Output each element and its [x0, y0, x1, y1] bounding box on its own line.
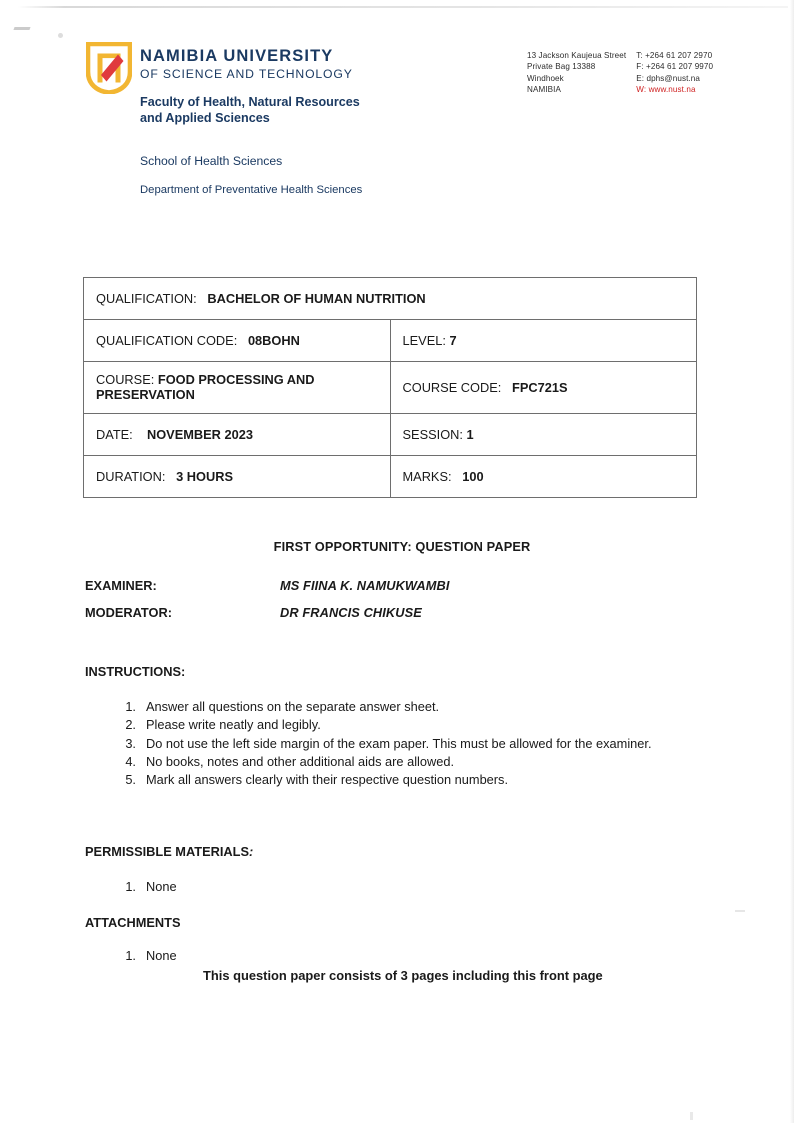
marks-value: 100 [462, 468, 484, 484]
fax-row [636, 61, 713, 72]
website-value[interactable]: www.nust.na [648, 85, 696, 95]
list-item-text: Do not use the left side margin of the exam paper. This must be allowed for the examiner. [146, 735, 652, 751]
nust-shield-logo-icon [86, 42, 132, 94]
address-line-box: Private Bag 13388 [527, 62, 596, 72]
qualification-value: BACHELOR OF HUMAN NUTRITION [207, 290, 426, 306]
qualification-code-value: 08BOHN [247, 332, 300, 348]
department-name: Department of Preventative Health Sciences [140, 184, 363, 196]
marks-label: MARKS: [402, 468, 452, 484]
examiner-label: EXAMINER: [85, 578, 157, 593]
list-item-text: Please write neatly and legibly. [146, 717, 321, 733]
contact-block [527, 50, 713, 96]
address-line-city: Windhoek [527, 73, 564, 83]
cell-session [390, 414, 697, 456]
list-item-text: No books, notes and other additional aids are allowed. [146, 753, 455, 769]
date-label: DATE: [96, 426, 133, 442]
scan-artifact-mark-right [735, 910, 745, 912]
list-marker: 1. [125, 699, 136, 714]
level-value: 7 [449, 332, 457, 348]
telephone-value: +264 61 207 2970 [645, 51, 713, 60]
list-item [110, 878, 410, 895]
list-marker: 1. [125, 879, 136, 894]
website-row [636, 84, 713, 95]
course-label: COURSE: [96, 372, 155, 387]
attachments-heading: ATTACHMENTS [85, 915, 181, 930]
scan-artifact-mark-bottom [690, 1112, 693, 1120]
list-item [110, 771, 685, 788]
session-label: SESSION: [402, 426, 463, 442]
list-item-text: None [146, 879, 177, 894]
list-item [110, 716, 685, 733]
cell-level [390, 320, 697, 362]
scan-artifact-right-edge [790, 0, 794, 1123]
permissible-materials-heading [85, 844, 253, 859]
cell-duration [84, 456, 391, 498]
list-marker: 4. [125, 753, 136, 769]
list-item-text: Mark all answers clearly with their respective question numbers. [146, 772, 509, 788]
table-row-code-level [84, 320, 697, 362]
exam-info-table [83, 277, 697, 498]
moderator-row [85, 605, 705, 620]
list-marker: 2. [125, 717, 136, 733]
qualification-code-label: QUALIFICATION CODE: [96, 332, 238, 348]
examiner-row [85, 578, 705, 593]
cell-marks [390, 456, 697, 498]
table-row-course [84, 362, 697, 414]
opportunity-title-text: FIRST OPPORTUNITY: QUESTION PAPER [273, 539, 531, 554]
university-name [140, 48, 470, 81]
course-code-value: FPC721S [512, 379, 568, 395]
cell-course-code [390, 362, 697, 414]
permissible-materials-heading-colon: : [249, 844, 254, 859]
email-label: E: [636, 73, 645, 83]
list-marker: 3. [125, 735, 136, 751]
level-label: LEVEL: [402, 332, 446, 348]
contact-details [636, 50, 713, 96]
moderator-name: DR FRANCIS CHIKUSE [280, 605, 422, 620]
faculty-name: Faculty of Health, Natural Resources and Applied Sciences [140, 95, 360, 125]
opportunity-title [0, 539, 794, 554]
moderator-label: MODERATOR: [85, 605, 172, 620]
postal-address [527, 50, 626, 96]
website-label: W: [636, 85, 647, 95]
telephone-row [636, 50, 713, 61]
scan-artifact-mark [13, 27, 30, 30]
list-item [110, 753, 685, 770]
list-marker: 5. [125, 772, 136, 788]
permissible-materials-heading-text: PERMISSIBLE MATERIALS [85, 844, 249, 859]
course-value: FOOD PROCESSING AND PRESERVATION [96, 372, 315, 402]
address-line-street: 13 Jackson Kaujeua Street [527, 51, 627, 60]
duration-label: DURATION: [96, 468, 166, 484]
cell-date [84, 414, 391, 456]
qualification-label: QUALIFICATION: [96, 290, 197, 306]
list-item [110, 947, 410, 964]
school-name: School of Health Sciences [140, 154, 283, 168]
table-row-qualification [84, 278, 697, 320]
cell-qualification [84, 278, 697, 320]
date-value: NOVEMBER 2023 [146, 426, 253, 442]
list-marker: 1. [125, 948, 136, 963]
list-item-text: Answer all questions on the separate answer sheet. [146, 699, 440, 714]
cell-course [84, 362, 391, 414]
session-value: 1 [466, 426, 474, 442]
examiner-moderator-block [85, 578, 705, 632]
list-item [110, 698, 685, 715]
email-row [636, 73, 713, 84]
university-name-line2: OF SCIENCE AND TECHNOLOGY [140, 67, 353, 82]
table-row-duration-marks [84, 456, 697, 498]
cell-qualification-code [84, 320, 391, 362]
list-item [110, 735, 685, 752]
address-line-country: NAMIBIA [527, 85, 561, 95]
permissible-materials-list [110, 878, 410, 896]
scan-artifact-top-line [18, 6, 788, 8]
list-item-text: None [146, 948, 177, 963]
instructions-heading: INSTRUCTIONS: [85, 664, 186, 679]
instructions-list [110, 698, 685, 789]
table-row-date-session [84, 414, 697, 456]
fax-label: F: [636, 62, 644, 72]
telephone-label: T: [636, 51, 643, 60]
attachments-list [110, 947, 410, 965]
page-count-note: This question paper consists of 3 pages including this front page [203, 968, 603, 983]
scan-artifact-speck [58, 33, 63, 38]
fax-value: +264 61 207 9970 [646, 62, 714, 72]
university-name-line1: NAMIBIA UNIVERSITY [140, 47, 334, 65]
email-value[interactable]: dphs@nust.na [646, 73, 700, 83]
course-code-label: COURSE CODE: [402, 379, 502, 395]
duration-value: 3 HOURS [176, 468, 233, 484]
examiner-name: MS FIINA K. NAMUKWAMBI [280, 578, 450, 593]
